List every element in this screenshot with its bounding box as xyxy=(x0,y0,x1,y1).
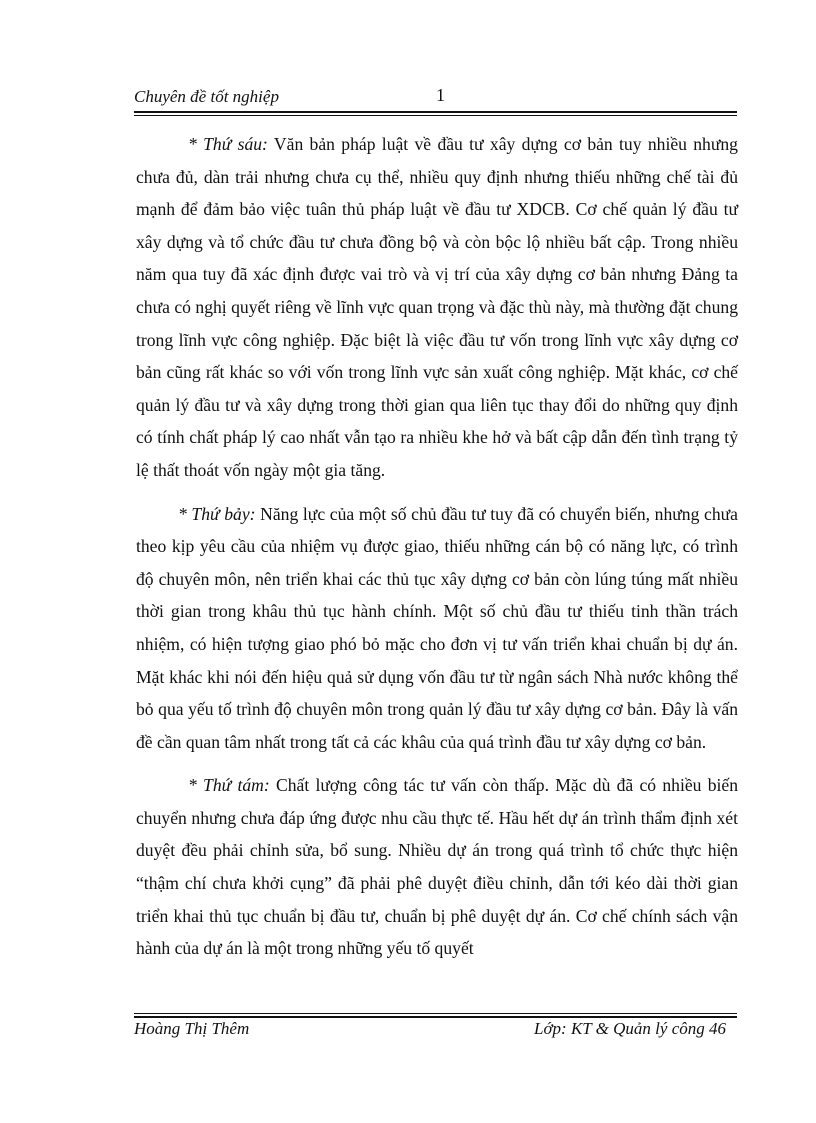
paragraph-lead: * Thứ tám: xyxy=(188,775,270,796)
page-number: 1 xyxy=(436,85,445,105)
header-rule-thin xyxy=(134,115,737,116)
header-rule-thick xyxy=(134,111,737,113)
footer-rule-thin xyxy=(134,1013,737,1014)
paragraph-text: Năng lực của một số chủ đầu tư tuy đã có chuyển biến, nhưng chưa theo kịp yêu cầu của nhiệm vụ được giao, thiếu những cán bộ có năng lực, có trình độ chuyên môn, nên triển khai các thủ tục xây dựng cơ bản còn lúng túng mất nhiều thời gian trong khâu thủ tục hành chính. Một số chủ đầu tư thiếu tinh thần trách nhiệm, có hiện tượng giao phó bỏ mặc cho đơn vị tư vấn triển khai chuẩn bị dự án. Mặt khác khi nói đến hiệu quả sử dụng vốn đầu tư từ ngân sách Nhà nước không thể bỏ qua yếu tố trình độ chuyên môn trong quản lý đầu tư xây dựng cơ bản. Đây là vấn đề cần quan tâm nhất trong tất cả các khâu của quá trình đầu tư xây dựng cơ bản. xyxy=(136,503,738,752)
paragraph-thu-tam xyxy=(136,769,738,965)
page-footer xyxy=(134,1019,738,1045)
paragraph-lead: * Thứ bảy: xyxy=(178,503,256,524)
paragraph-text: Văn bản pháp luật về đầu tư xây dựng cơ bản tuy nhiều nhưng chưa đủ, dàn trải nhưng chưa cụ thể, nhiều quy định nhưng thiếu những chế tài đủ mạnh để đảm bảo việc tuân thủ pháp luật về đầu tư XDCB. Cơ chế quản lý đầu tư xây dựng và tổ chức đầu tư chưa đồng bộ và còn bộc lộ nhiều bất cập. Trong nhiều năm qua tuy đã xác định được vai trò và vị trí của xây dựng cơ bản nhưng Đảng ta chưa có nghị quyết riêng về lĩnh vực quan trọng và đặc thù này, mà thường đặt chung trong lĩnh vực công nghiệp. Đặc biệt là việc đầu tư vốn trong lĩnh vực xây dựng cơ bản cũng rất khác so với vốn trong lĩnh vực sản xuất công nghiệp. Mặt khác, cơ chế quản lý đầu tư và xây dựng trong thời gian qua liên tục thay đổi do những quy định có tính chất pháp lý cao nhất vẫn tạo ra nhiều khe hở và bất cập dẫn đến tình trạng tỷ lệ thất thoát vốn ngày một gia tăng. xyxy=(136,134,738,480)
paragraph-text: Chất lượng công tác tư vấn còn thấp. Mặc dù đã có nhiều biến chuyển nhưng chưa đáp ứng được nhu cầu thực tế. Hầu hết dự án trình thẩm định xét duyệt đều phải chỉnh sửa, bổ sung. Nhiều dự án trong quá trình tổ chức thực hiện “thậm chí chưa khởi cụng” đã phải phê duyệt điều chỉnh, dẫn tới kéo dài thời gian triển khai thủ tục chuẩn bị đầu tư, chuẩn bị phê duyệt dự án. Cơ chế chính sách vận hành của dự án là một trong những yếu tố quyết xyxy=(136,775,738,959)
paragraph-lead: * Thứ sáu: xyxy=(188,134,268,154)
author-name: Hoàng Thị Thêm xyxy=(134,1019,250,1038)
paragraph-thu-bay xyxy=(136,498,738,759)
footer-rule-thick xyxy=(134,1016,737,1018)
document-body xyxy=(136,128,738,965)
document-title: Chuyên đề tốt nghiệp xyxy=(134,87,279,106)
page-header xyxy=(134,85,738,111)
paragraph-thu-sau xyxy=(136,128,738,487)
class-label: Lớp: KT & Quản lý công 46 xyxy=(534,1019,726,1038)
